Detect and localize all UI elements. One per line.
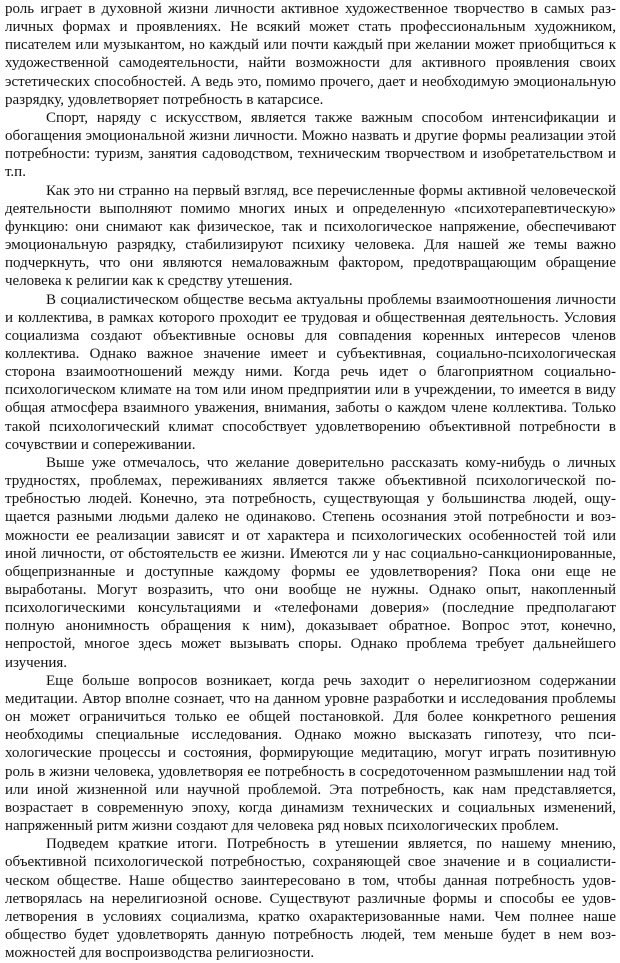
paragraph-1: роль играет в духовной жизни личности активное художественное творчество в самых различных формах и проявлениях. Не всякий может стать профессиональным художником, писателем или музыкантом, но каждый или почти каждый при желании может приобщиться к художественной самодеятельности, найти возможности для активного проявления своих эстетических способностей. А ведь это, помимо прочего, дает и необходимую эмоциональную разрядку, удовлетворяет потребность в катарсисе. bbox=[5, 1, 616, 108]
paragraph-6: Еще больше вопросов возникает, когда речь заходит о нерелигиозном содержании медитации. Автор вполне сознает, что на данном уровне разработки и исследования проблемы он может ограничиться только ее общей постановкой. Для более конкретного решения необходимы специальные исследования. Однако можно высказать гипотезу, что психологические процессы и состояния, формирующие медитацию, могут играть позитивную роль в жизни человека, удовлетворяя ее потребность в сосредоточенном размышлении над той или иной жизненной или научной проблемой. Эта потребность, как нам представляется, возрастает в современную эпоху, когда динамизм технических и социальных изменений, напряженный ритм жизни создают для человека ряд новых психологических проблем. bbox=[5, 672, 616, 835]
paragraph-7: Подведем краткие итоги. Потребность в утешении является, по нашему мнению, объективной психологической потребностью, сохраняющей свое значение и в социалистическом обществе. Наше общество заинтересовано в том, чтобы данная потребность удовлетворялась на нерелигиозной основе. Существуют различные формы и способы ее удовлетворения в условиях социализма, кратко охарактеризованные нами. Чем полнее наше общество будет удовлетворять данную потребность людей, тем меньше будет в нем возможностей для воспроизводства религиозности. bbox=[5, 836, 616, 962]
paragraph-3: Как это ни странно на первый взгляд, все перечисленные формы активной человеческой деятельности выполняют помимо многих иных и определенную «психотерапевтическую» функцию: они снимают как физическое, так и психологическое напряжение, обеспечивают эмоциональную разрядку, стабилизируют психику человека. Для нашей же темы важно подчеркнуть, что они являются немаловажным фактором, предотвращающим обращение человека к религии как к средству утешения. bbox=[5, 182, 616, 290]
paragraph-4: В социалистическом обществе весьма актуальны проблемы взаимоотношения личности и коллектива, в рамках которого проходит ее трудовая и общественная деятельность. Условия социализма создают объективные основы для совпадения коренных интересов членов коллектива. Однако важное значение имеет и субъективная, социально-психологическая сторона взаимоотношений между ними. Когда речь идет о благоприятном социально-психологическом климате на том или ином предприятии или в учреждении, то имеется в виду общая атмосфера взаимного уважения, внимания, заботы о каждом члене коллектива. Только такой психологический климат способствует удовлетворению объективной потребности в сочувствии и сопереживании. bbox=[5, 291, 616, 453]
paragraph-2: Спорт, наряду с искусством, является также важным способом интенсификации и обогащения эмоциональной жизни личности. Можно назвать и другие формы реализации этой потребности: туризм, занятия садоводством, техническим творчеством и изобретательством и т.п. bbox=[5, 109, 616, 181]
paragraph-5: Выше уже отмечалось, что желание доверительно рассказать кому-нибудь о личных трудностях, проблемах, переживаниях является также объективной психологической потребностью людей. Конечно, эта потребность, существующая у большинства людей, ощущается разными людьми далеко не одинаково. Степень осознания этой потребности и возможности ее реализации зависят и от характера и психологических особенностей той или иной личности, от обстоятельств ее жизни. Имеются ли у нас социально-санкционированные, общепризнанные и доступные каждому формы ее удовлетворения? Пока они еще не выработаны. Могут возразить, что они вообще не нужны. Однако опыт, накопленный психологическими консультациями и «телефонами доверия» (последние предполагают полную анонимность обращения к ним), доказывает обратное. Вопрос этот, конечно, непростой, многое здесь может вызывать споры. Однако проблема требует дальнейшего изучения. bbox=[5, 454, 616, 671]
